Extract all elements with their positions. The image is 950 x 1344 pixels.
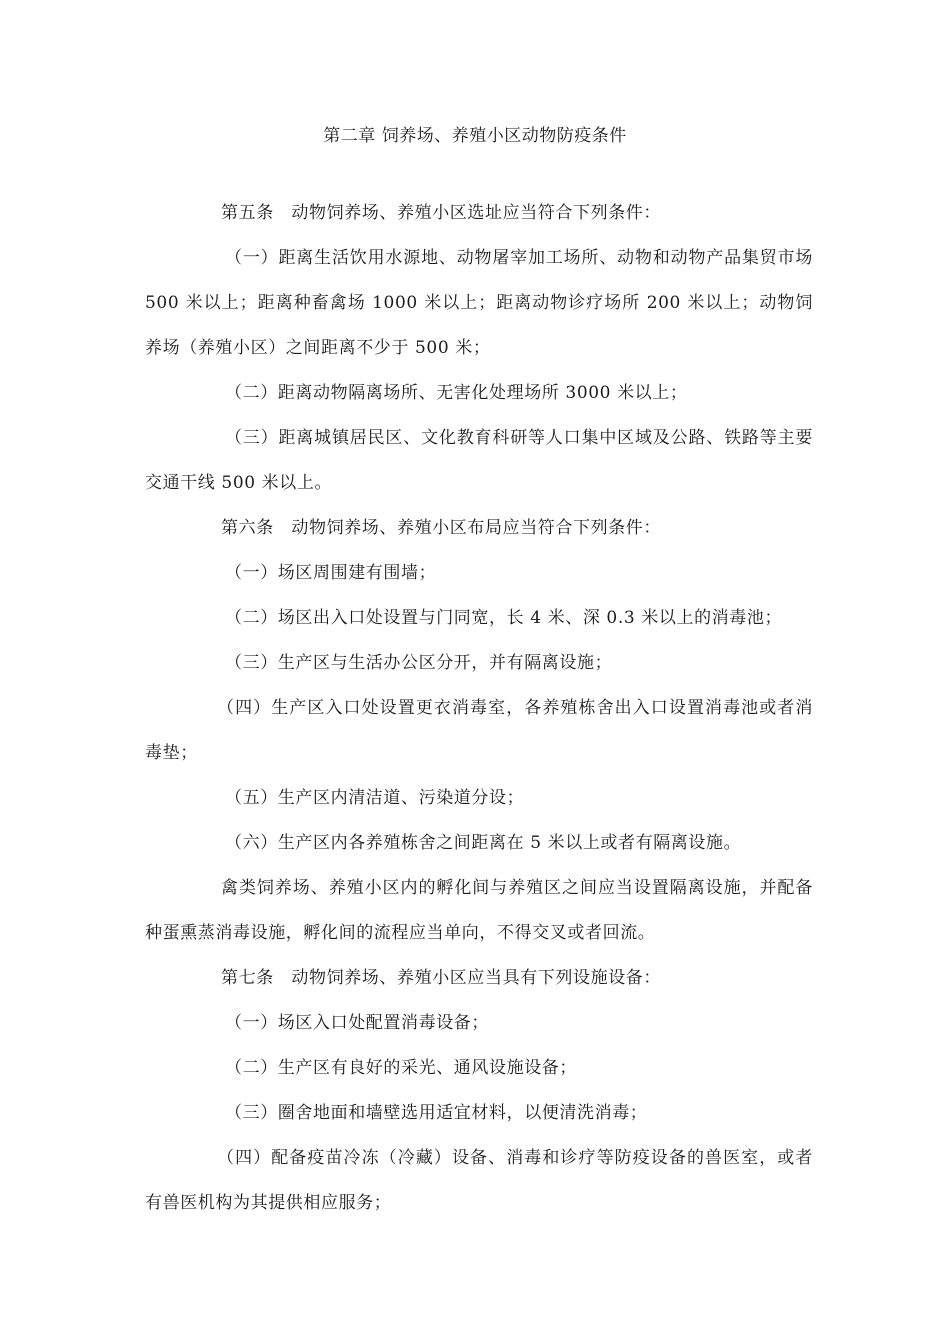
article-5-item-2: （二）距离动物隔离场所、无害化处理场所 3000 米以上； [225,383,688,403]
article-6-item-6: （六）生产区内各养殖栋舍之间距离在 5 米以上或者有隔离设施。 [225,833,742,853]
article-6-item-2: （二）场区出入口处设置与门同宽，长 4 米、深 0.3 米以上的消毒池； [225,608,783,628]
article-6-item-1: （一）场区周围建有围墙； [225,563,437,583]
article-5-heading: 第五条 动物饲养场、养殖小区选址应当符合下列条件： [221,203,661,223]
article-6-item-5: （五）生产区内清洁道、污染道分设； [225,788,525,808]
article-6-item-4: （四）生产区入口处设置更衣消毒室，各养殖栋舍出入口设置消毒池或者消毒垫； [145,698,813,763]
article-6-item-3: （三）生产区与生活办公区分开，并有隔离设施； [225,653,613,673]
article-7-item-2: （二）生产区有良好的采光、通风设施设备； [225,1058,577,1078]
article-6-heading: 第六条 动物饲养场、养殖小区布局应当符合下列条件： [221,518,661,538]
article-7-item-4: （四）配备疫苗冷冻（冷藏）设备、消毒和诊疗等防疫设备的兽医室，或者有兽医机构为其提供相应服务； [145,1148,813,1213]
article-7-item-3: （三）圈舍地面和墙壁选用适宜材料，以便清洗消毒； [225,1103,648,1123]
article-6-poultry-note: 禽类饲养场、养殖小区内的孵化间与养殖区之间应当设置隔离设施，并配备种蛋熏蒸消毒设施，孵化间的流程应当单向，不得交叉或者回流。 [145,878,813,943]
article-7-item-1: （一）场区入口处配置消毒设备； [225,1013,489,1033]
article-7-heading: 第七条 动物饲养场、养殖小区应当具有下列设施设备： [221,968,661,988]
chapter-title: 第二章 饲养场、养殖小区动物防疫条件 [323,126,627,146]
article-5-item-1: （一）距离生活饮用水源地、动物屠宰加工场所、动物和动物产品集贸市场 500 米以上；距离种畜禽场 1000 米以上；距离动物诊疗场所 200 米以上；动物饲养场（养殖小区）之间距离不少于 500 米； [145,248,813,358]
document-body [145,191,813,1226]
article-5-item-3: （三）距离城镇居民区、文化教育科研等人口集中区域及公路、铁路等主要交通干线 500 米以上。 [145,428,813,493]
